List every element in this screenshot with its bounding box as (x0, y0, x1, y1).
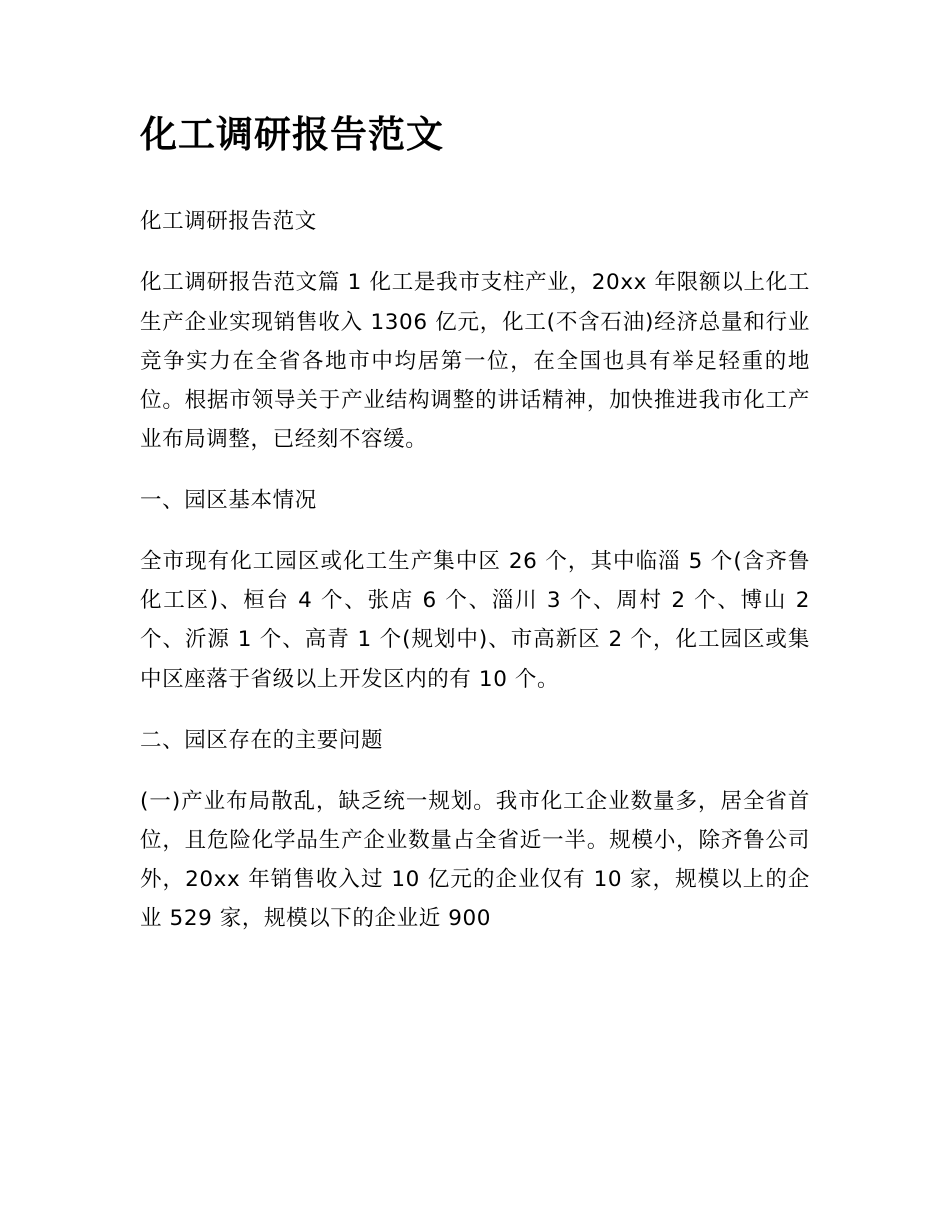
section-heading-one: 一、园区基本情况 (140, 488, 317, 513)
subtitle-line: 化工调研报告范文 (140, 209, 317, 235)
intro-paragraph: 化工调研报告范文篇 1 化工是我市支柱产业，20xx 年限额以上化工生产企业实现销售收入 1306 亿元，化工(不含石油)经济总量和行业竞争实力在全省各地市中均居第一位，在全国也具有举足轻重的地位。根据市领导关于产业结构调整的讲话精神，加快推进我市化工产业布局调整，已经刻不容缓。 (140, 270, 810, 452)
section-one-paragraph: 全市现有化工园区或化工生产集中区 26 个，其中临淄 5 个(含齐鲁化工区)、桓台 4 个、张店 6 个、淄川 3 个、周村 2 个、博山 2 个、沂源 1 个、高青 1 个(规划中)、市高新区 2 个，化工园区或集中区座落于省级以上开发区内的有 10 个。 (140, 549, 810, 692)
section-two-paragraph: (一)产业布局散乱，缺乏统一规划。我市化工企业数量多，居全省首位，且危险化学品生产企业数量占全省近一半。规模小，除齐鲁公司外，20xx 年销售收入过 10 亿元的企业仅有 10 家，规模以上的企业 529 家，规模以下的企业近 900 (140, 788, 810, 932)
page-title: 化工调研报告范文 (140, 113, 444, 156)
section-heading-two: 二、园区存在的主要问题 (140, 727, 384, 753)
